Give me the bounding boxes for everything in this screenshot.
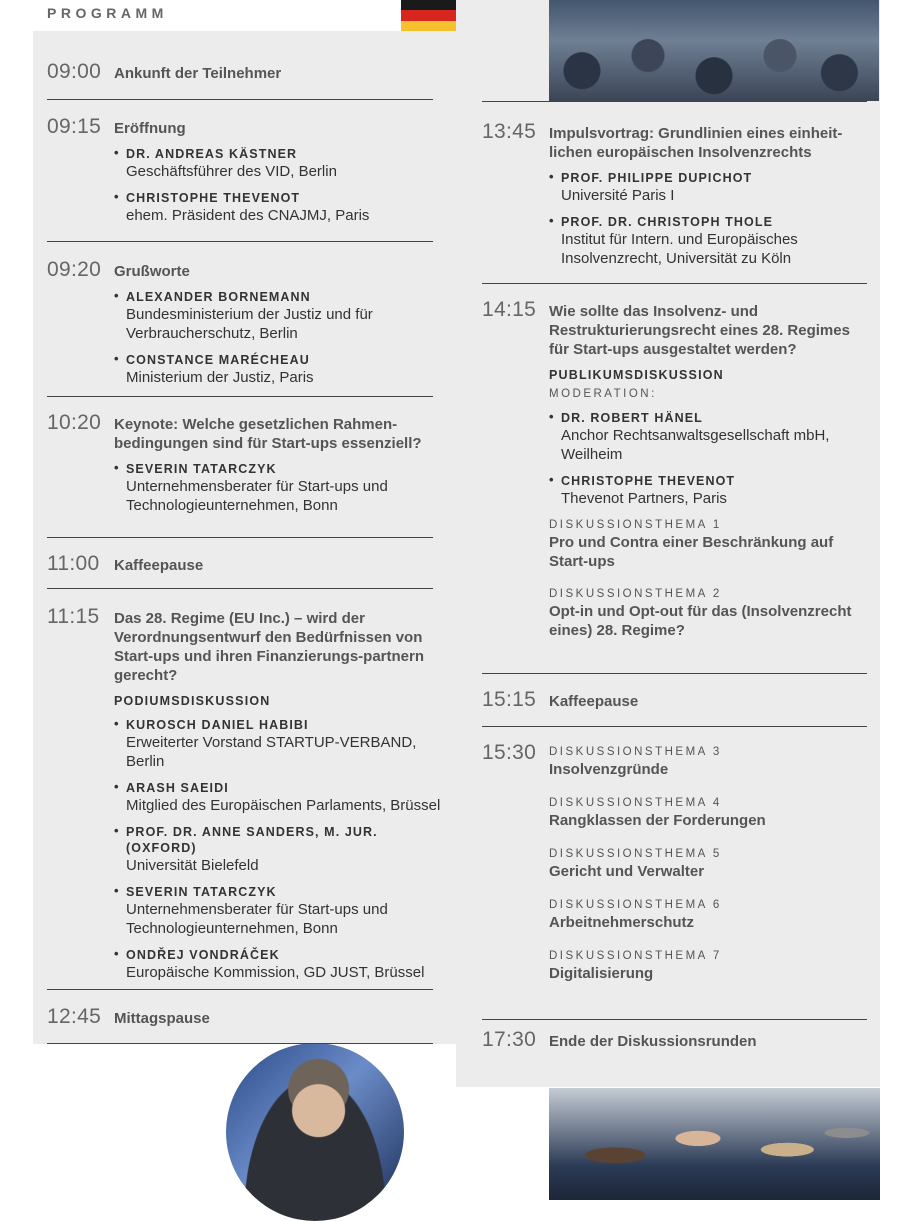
time-label: 12:45 [47,1005,102,1028]
time-label: 15:15 [482,688,537,711]
schedule-block [482,298,872,640]
time-label: 09:00 [47,60,102,83]
speaker-name: • CHRISTOPHE THEVENOT [126,191,301,205]
session-title: Eröffnung [114,120,186,137]
session-title: Ende der Diskussionsrunden [549,1033,757,1050]
speaker-portrait-photo [226,1043,404,1221]
speaker-entry [114,461,447,515]
speaker-affiliation: Ministerium der Justiz, Paris [126,369,314,386]
conference-audience-photo [549,0,879,101]
topic-title: Insolvenzgründe [549,761,669,778]
discussion-topic [549,745,872,779]
section-divider [47,396,433,397]
speaker-affiliation: Anchor Rechtsanwaltsgesellschaft mbH, Weilheim [561,427,830,463]
time-label: 09:15 [47,115,102,138]
speaker-affiliation: Institut für Intern. und Europäisches Insolvenzrecht, Universität zu Köln [561,231,798,267]
block-content [549,1032,872,1051]
speaker-affiliation: Bundesministerium der Justiz und für Verbraucherschutz, Berlin [126,306,373,342]
schedule-block [47,411,447,515]
topic-label: DISKUSSIONSTHEMA 6 [549,899,722,911]
discussion-topic [549,898,872,932]
time-label: 14:15 [482,298,537,321]
speaker-affiliation: Geschäftsführer des VID, Berlin [126,163,337,180]
speaker-entry [114,884,447,938]
time-label: 11:00 [47,552,100,575]
block-content [114,262,447,387]
block-content [114,556,447,575]
speaker-affiliation: Thevenot Partners, Paris [561,490,727,507]
time-label: 13:45 [482,120,537,143]
speaker-entry [549,410,872,464]
topic-title: Arbeitnehmerschutz [549,914,695,931]
section-divider [482,1019,867,1020]
speaker-entry [114,146,447,181]
speaker-entry [114,289,447,343]
flag-stripe-black [401,0,456,10]
topic-label: DISKUSSIONSTHEMA 4 [549,797,722,809]
topic-label: DISKUSSIONSTHEMA 5 [549,848,722,860]
speaker-name: • CONSTANCE MARÉCHEAU [126,353,310,367]
speaker-name: • PROF. PHILIPPE DUPICHOT [561,171,753,185]
schedule-block [47,115,447,225]
speaker-name: • DR. ROBERT HÄNEL [561,411,703,425]
topic-title: Opt-in und Opt-out für das (Insolvenzrecht eines) 28. Regime? [549,603,852,639]
section-divider [47,989,433,990]
discussion-format-label: PUBLIKUMSDISKUSSION [549,368,724,382]
session-title: Keynote: Welche gesetzlichen Rahmen-bedingungen sind für Start-ups essenziell? [114,416,422,452]
block-content [549,124,872,268]
speaker-affiliation: Université Paris I [561,187,675,204]
moderation-label: MODERATION: [549,388,657,400]
speaker-name: • ARASH SAEIDI [126,781,229,795]
section-divider [47,537,433,538]
session-title: Das 28. Regime (EU Inc.) – wird der Verordnungsentwurf den Bedürfnissen von Start-ups und ihren Finanzierungs-partnern gerecht? [114,610,425,684]
discussion-topics [549,518,872,640]
section-divider [47,1043,433,1044]
speaker-name: • PROF. DR. CHRISTOPH THOLE [561,215,774,229]
speaker-name: • ALEXANDER BORNEMANN [126,290,311,304]
section-divider [482,101,867,102]
topic-label: DISKUSSIONSTHEMA 1 [549,519,722,531]
schedule-block [47,605,447,982]
schedule-block [482,1028,872,1051]
speaker-entry [549,214,872,268]
session-title: Grußworte [114,263,190,280]
schedule-block [47,1005,447,1028]
flag-stripe-gold [401,21,456,31]
block-content [114,609,447,982]
speaker-affiliation: Unternehmensberater für Start-ups und Technologieunternehmen, Bonn [126,478,388,514]
topic-title: Rangklassen der Forderungen [549,812,766,829]
german-flag-icon [401,0,456,31]
speaker-name: • CHRISTOPHE THEVENOT [561,474,736,488]
session-title: Ankunft der Teilnehmer [114,65,282,82]
block-content [549,302,872,640]
discussion-topic [549,587,872,640]
speaker-name: • KUROSCH DANIEL HABIBI [126,718,309,732]
speaker-name: • PROF. DR. ANNE SANDERS, M. JUR. (OXFORD) [126,825,378,855]
block-content [114,64,447,83]
time-label: 15:30 [482,741,537,764]
section-divider [482,673,867,674]
time-label: 09:20 [47,258,102,281]
time-label: 11:15 [47,605,100,628]
speaker-entry [549,170,872,205]
discussion-topic [549,796,872,830]
speaker-affiliation: Unternehmensberater für Start-ups und Technologieunternehmen, Bonn [126,901,388,937]
speaker-entry [549,473,872,508]
speaker-name: • SEVERIN TATARCZYK [126,885,277,899]
topic-label: DISKUSSIONSTHEMA 2 [549,588,722,600]
speaker-entry [114,190,447,225]
schedule-block [482,120,872,268]
speaker-entry [114,717,447,771]
session-title: Impulsvortrag: Grundlinien eines einheit-lichen europäischen Insolvenzrechts [549,125,843,161]
speaker-entry [114,824,447,875]
speaker-affiliation: ehem. Präsident des CNAJMJ, Paris [126,207,370,224]
speaker-affiliation: Mitglied des Europäischen Parlaments, Brüssel [126,797,441,814]
schedule-block [482,688,872,711]
speaker-name: • ONDŘEJ VONDRÁČEK [126,948,280,962]
speaker-name: • DR. ANDREAS KÄSTNER [126,147,298,161]
time-label: 17:30 [482,1028,537,1051]
section-divider [47,241,433,242]
block-content [549,692,872,711]
speaker-affiliation: Universität Bielefeld [126,857,259,874]
time-label: 10:20 [47,411,102,434]
schedule-block [482,741,872,983]
section-divider [482,283,867,284]
block-content [114,1009,447,1028]
topic-title: Pro und Contra einer Beschränkung auf Start-ups [549,534,834,570]
speaker-entry [114,352,447,387]
discussion-topics [549,745,872,983]
section-divider [47,588,433,589]
networking-group-photo [549,1088,880,1200]
speaker-entry [114,947,447,982]
schedule-block [47,552,447,575]
speaker-entry [114,780,447,815]
schedule-block [47,60,447,83]
topic-title: Digitalisierung [549,965,654,982]
program-heading: PROGRAMM [47,5,168,21]
topic-label: DISKUSSIONSTHEMA 3 [549,746,722,758]
discussion-topic [549,949,872,983]
session-title: Mittagspause [114,1010,210,1027]
discussion-topic [549,847,872,881]
schedule-block [47,258,447,387]
topic-label: DISKUSSIONSTHEMA 7 [549,950,722,962]
session-title: Wie sollte das Insolvenz- und Restrukturierungsrecht eines 28. Regimes für Start-ups ausgestaltet werden? [549,303,850,358]
speaker-affiliation: Europäische Kommission, GD JUST, Brüssel [126,964,425,981]
topic-title: Gericht und Verwalter [549,863,705,880]
discussion-format-label: PODIUMSDISKUSSION [114,694,271,708]
session-title: Kaffeepause [114,557,204,574]
flag-stripe-red [401,10,456,20]
section-divider [47,99,433,100]
block-content [549,745,872,983]
speaker-name: • SEVERIN TATARCZYK [126,462,277,476]
discussion-topic [549,518,872,571]
section-divider [482,726,867,727]
session-title: Kaffeepause [549,693,639,710]
speaker-affiliation: Erweiterter Vorstand STARTUP-VERBAND, Berlin [126,734,417,770]
block-content [114,119,447,225]
block-content [114,415,447,515]
